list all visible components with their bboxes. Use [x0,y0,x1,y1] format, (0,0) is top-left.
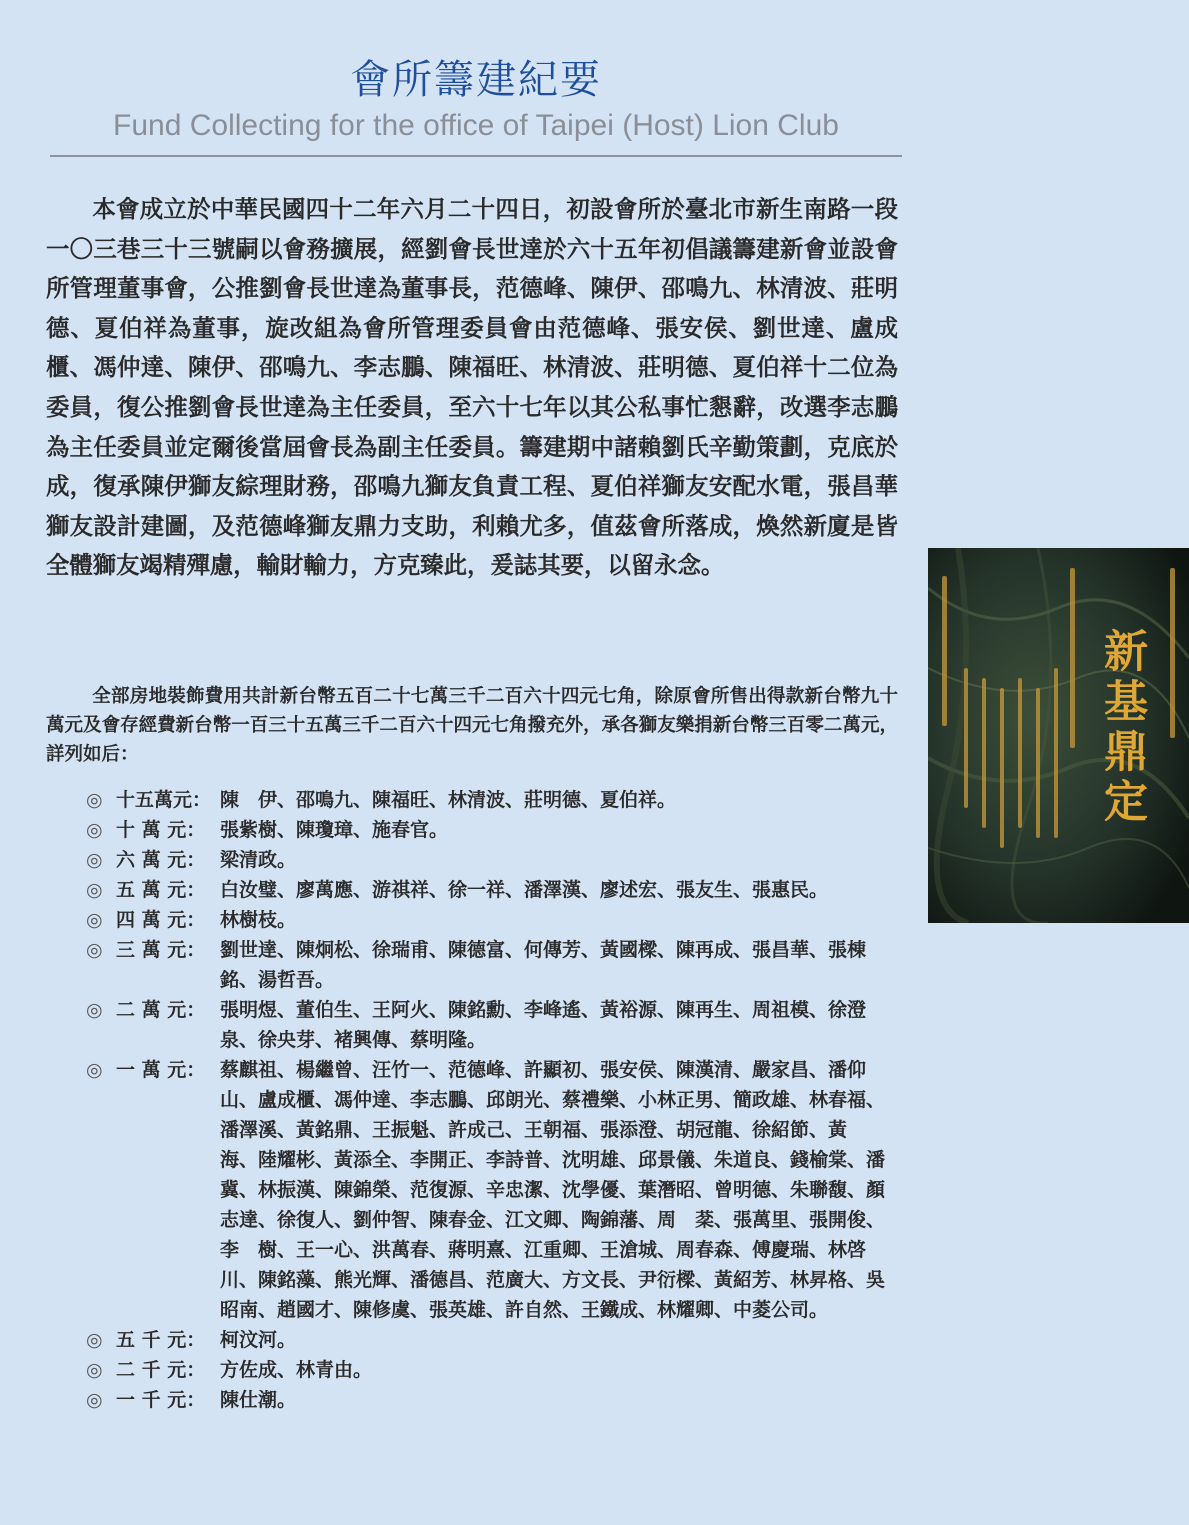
donor-names: 白汝璧、廖萬應、游祺祥、徐一祥、潘澤漢、廖述宏、張友生、張惠民。 [220,879,829,901]
plaque-title: 新基鼎定 [1096,628,1147,828]
donor-row [86,815,906,845]
donor-names: 方佐成、林青由。 [220,1359,373,1381]
donor-names: 陳仕潮。 [220,1389,297,1411]
donor-names: 劉世達、陳炯松、徐瑞甫、陳德富、何傳芳、黃國樑、陳再成、張昌華、張棟銘、湯哲吾。 [220,939,867,991]
donation-tier: 十五萬元： [116,789,212,811]
bullet-icon: ◎ [86,1389,103,1411]
donation-tier: 五 千 元： [116,1329,206,1351]
bullet-icon: ◎ [86,1359,103,1381]
bullet-icon: ◎ [86,939,103,961]
donor-names: 張明煜、董伯生、王阿火、陳銘勳、李峰遙、黃裕源、陳再生、周祖模、徐澄泉、徐央芽、褚興傳、蔡明隆。 [220,999,867,1051]
donor-names: 林樹枝。 [220,909,297,931]
title-divider [50,155,902,157]
donor-row [86,875,906,905]
donation-tier: 六 萬 元： [116,849,206,871]
donor-names: 梁清政。 [220,849,297,871]
donor-row [86,1355,906,1385]
donor-row [86,905,906,935]
bullet-icon: ◎ [86,789,103,811]
donation-tier: 五 萬 元： [116,879,206,901]
donor-names: 蔡麒祖、楊繼曾、汪竹一、范德峰、許顯初、張安侯、陳漢清、嚴家昌、潘仰山、盧成櫃、馮仲達、李志鵬、邱朗光、蔡禮樂、小林正男、簡政雄、林春福、潘澤溪、黃銘鼎、王振魁、許成己、王朝福、張添澄、胡冠龍、徐紹節、黃 海、陸耀彬、黃添全、李開正、李詩普、沈明雄、邱景儀、朱道良、錢榆棠、潘 冀、林振漢、陳錦榮、范復源、辛忠潔、沈學優、葉潛昭、曾明德、朱聯馥、顏志達、徐復人、劉仲智、陳春金、江文卿、陶錦藩、周 棻、張萬里、張開俊、李 樹、王一心、洪萬春、蔣明熹、江重卿、王滄城、周春森、傅慶瑞、林啓川、陳銘藻、熊光輝、潘德昌、范廣大、方文長、尹衍樑、黃紹芳、林昇格、吳昭南、趙國才、陳修虞、張英雄、許自然、王鐵成、林耀卿、中菱公司。 [220,1059,905,1321]
bullet-icon: ◎ [86,879,103,901]
history-paragraph [46,190,898,586]
bullet-icon: ◎ [86,1059,103,1081]
donor-row [86,935,906,995]
donation-tier: 十 萬 元： [116,819,206,841]
bullet-icon: ◎ [86,849,103,871]
bullet-icon: ◎ [86,999,103,1021]
donor-row [86,1385,906,1415]
donor-list [86,785,906,1415]
donation-tier: 三 萬 元： [116,939,206,961]
donation-tier: 二 萬 元： [116,999,206,1021]
donor-row [86,1055,906,1325]
donation-tier: 一 千 元： [116,1389,206,1411]
page-title: 會所籌建紀要 [350,57,602,103]
donor-row [86,995,906,1055]
donation-tier: 一 萬 元： [116,1059,206,1081]
donor-names: 張紫樹、陳瓊璋、施春官。 [220,819,449,841]
bullet-icon: ◎ [86,819,103,841]
donor-row [86,845,906,875]
cost-text: 全部房地裝飾費用共計新台幣五百二十七萬三千二百六十四元七角，除原會所售出得款新台幣九十萬元及會存經費新台幣一百三十五萬三千二百六十四元七角撥充外，承各獅友樂捐新台幣三百零二萬元，詳列如后： [46,686,898,765]
plaque-photo [928,548,1189,923]
donation-tier: 二 千 元： [116,1359,206,1381]
stone-texture [928,548,1189,923]
donor-row [86,1325,906,1355]
donation-tier: 四 萬 元： [116,909,206,931]
history-text: 本會成立於中華民國四十二年六月二十四日，初設會所於臺北市新生南路一段一〇三巷三十三號嗣以會務擴展，經劉會長世達於六十五年初倡議籌建新會並設會所管理董事會，公推劉會長世達為董事長，范德峰、陳伊、邵鳴九、林清波、莊明德、夏伯祥為董事，旋改組為會所管理委員會由范德峰、張安侯、劉世達、盧成櫃、馮仲達、陳伊、邵鳴九、李志鵬、陳福旺、林清波、莊明德、夏伯祥十二位為委員，復公推劉會長世達為主任委員，至六十七年以其公私事忙懇辭，改選李志鵬為主任委員並定爾後當屆會長為副主任委員。籌建期中諸賴劉氏辛勤策劃，克底於成，復承陳伊獅友綜理財務，邵鳴九獅友負責工程、夏伯祥獅友安配水電，張昌華獅友設計建圖，及范德峰獅友鼎力支助，利賴尤多，值茲會所落成，煥然新廈是皆全體獅友竭精殫慮，輸財輸力，方克臻此，爰誌其要，以留永念。 [46,195,898,580]
donor-row [86,785,906,815]
donor-names: 陳 伊、邵鳴九、陳福旺、林清波、莊明德、夏伯祥。 [220,789,677,811]
cost-paragraph [46,682,898,769]
bullet-icon: ◎ [86,909,103,931]
bullet-icon: ◎ [86,1329,103,1351]
page-subtitle: Fund Collecting for the office of Taipei (Host) Lion Club [113,109,839,142]
donor-names: 柯汶河。 [220,1329,297,1351]
